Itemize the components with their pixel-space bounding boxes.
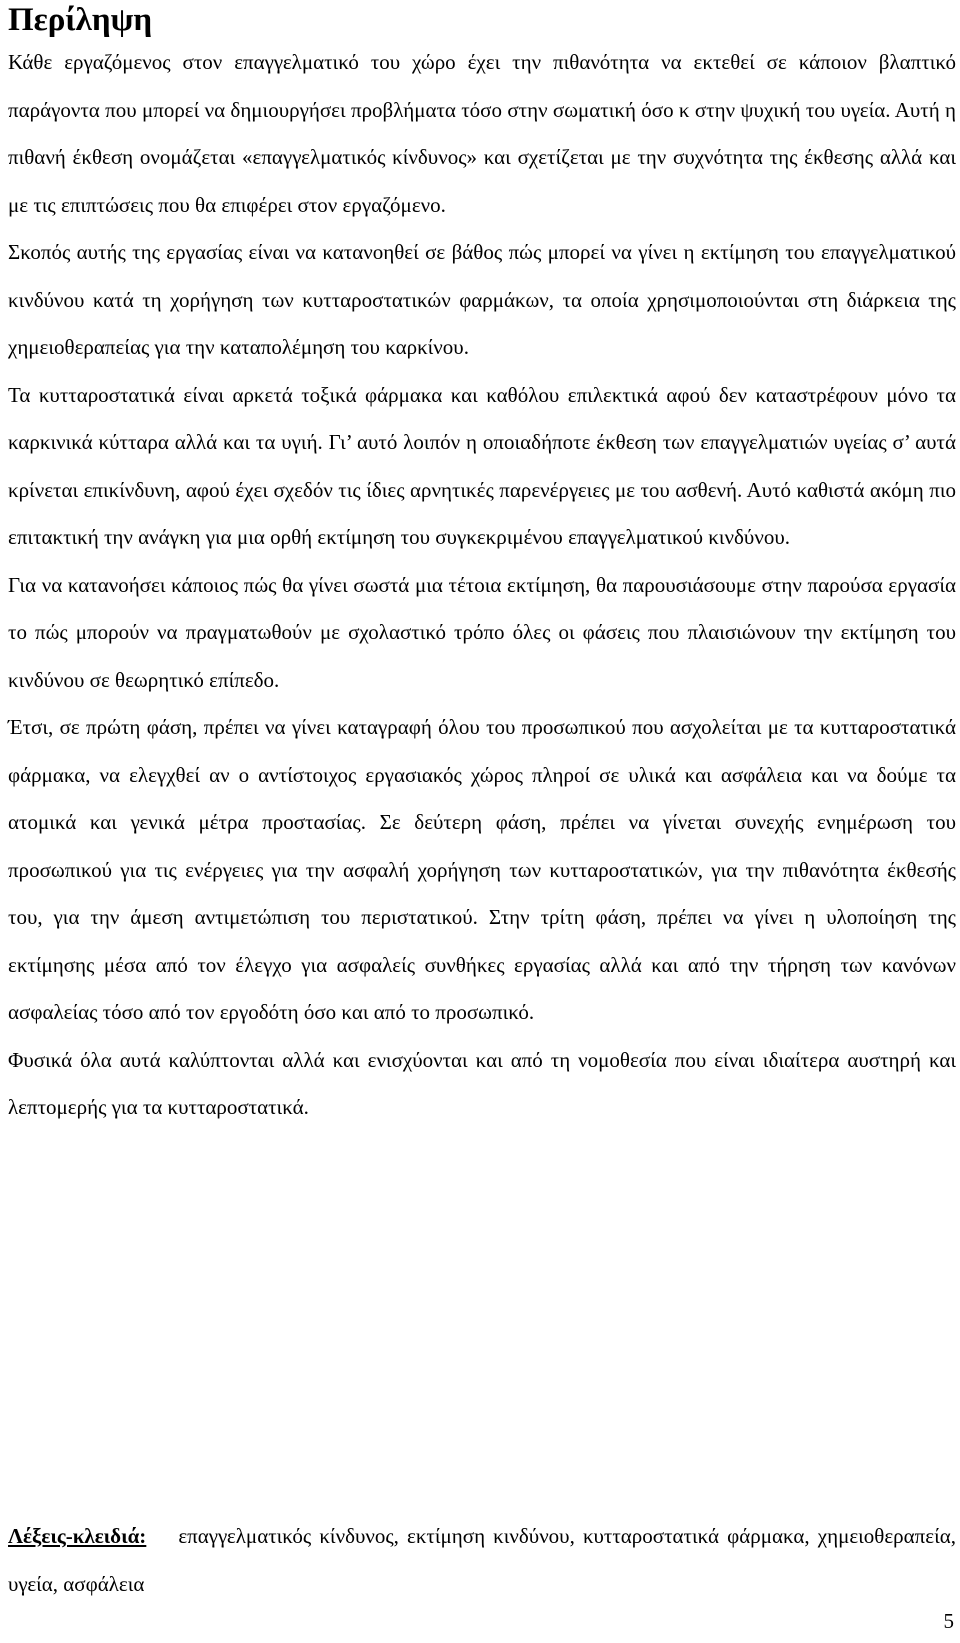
paragraph-purpose: Σκοπός αυτής της εργασίας είναι να κατανοηθεί σε βάθος πώς μπορεί να γίνει η εκτίμηση του επαγγελματικού κινδύνου κατά τη χορήγηση των κυτταροστατικών φαρμάκων, τα οποία χρησιμοποιούνται στη διάρκεια της χημειοθεραπείας για την καταπολέμηση του καρκίνου. (8, 240, 956, 359)
keywords-section (8, 1513, 956, 1608)
document-page (8, 0, 956, 1132)
keywords-label: Λέξεις-κλειδιά: (8, 1524, 147, 1548)
keywords-text: επαγγελματικός κίνδυνος, εκτίμηση κινδύνου, κυτταροστατικά φάρμακα, χημειοθεραπεία, υγεία, ασφάλεια (8, 1524, 956, 1596)
paragraph-approach: Για να κατανοήσει κάποιος πώς θα γίνει σωστά μια τέτοια εκτίμηση, θα παρουσιάσουμε στην παρούσα εργασία το πώς μπορούν να πραγματωθούν με σχολαστικό τρόπο όλες οι φάσεις που πλαισιώνουν την εκτίμηση του κινδύνου σε θεωρητικό επίπεδο. (8, 572, 956, 692)
page-number: 5 (943, 1609, 954, 1633)
paragraph-cytostatics: Τα κυτταροστατικά είναι αρκετά τοξικά φάρμακα και καθόλου επιλεκτικά αφού δεν καταστρέφουν μόνο τα καρκινικά κύτταρα αλλά και τα υγιή. Γι’ αυτό λοιπόν η οποιαδήποτε έκθεση των επαγγελματιών υγείας σ’ αυτά κρίνεται επικίνδυνη, αφού έχει σχεδόν τις ίδιες αρνητικές παρενέργειες με του ασθενή. Αυτό καθιστά ακόμη πιο επιτακτική την ανάγκη για μια ορθή εκτίμηση του συγκεκριμένου επαγγελματικού κινδύνου. (8, 382, 956, 549)
paragraph-intro: Κάθε εργαζόμενος στον επαγγελματικό του χώρο έχει την πιθανότητα να εκτεθεί σε κάποιον βλαπτικό παράγοντα που μπορεί να δημιουργήσει προβλήματα τόσο στην σωματική όσο κ στην ψυχική του υγεία. Αυτή η πιθανή έκθεση ονομάζεται «επαγγελματικός κίνδυνος» και σχετίζεται με την συχνότητα της έκθεσης αλλά και με τις επιπτώσεις που θα επιφέρει στον εργαζόμενο. (8, 50, 956, 217)
paragraph-phases: Έτσι, σε πρώτη φάση, πρέπει να γίνει καταγραφή όλου του προσωπικού που ασχολείται με τα κυτταροστατικά φάρμακα, να ελεγχθεί αν ο αντίστοιχος εργασιακός χώρος πληροί σε υλικά και ασφάλεια και να δούμε τα ατομικά και γενικά μέτρα προστασίας. Σε δεύτερη φάση, πρέπει να γίνεται συνεχής ενημέρωση του προσωπικού για τις ενέργειες για την ασφαλή χορήγηση των κυτταροστατικών, για την πιθανότητα έκθεσής του, για την άμεση αντιμετώπιση του περιστατικού. Στην τρίτη φάση, πρέπει να γίνει η υλοποίηση της εκτίμησης μέσα από τον έλεγχο για ασφαλείς συνθήκες εργασίας αλλά και από την τήρηση των κανόνων ασφαλείας τόσο από τον εργοδότη όσο και από το προσωπικό. (8, 715, 956, 1024)
page-title: Περίληψη (8, 2, 153, 38)
paragraph-legislation: Φυσικά όλα αυτά καλύπτονται αλλά και ενισχύονται και από τη νομοθεσία που είναι ιδιαίτερα αυστηρή και λεπτομερής για τα κυτταροστατικά. (8, 1047, 956, 1119)
